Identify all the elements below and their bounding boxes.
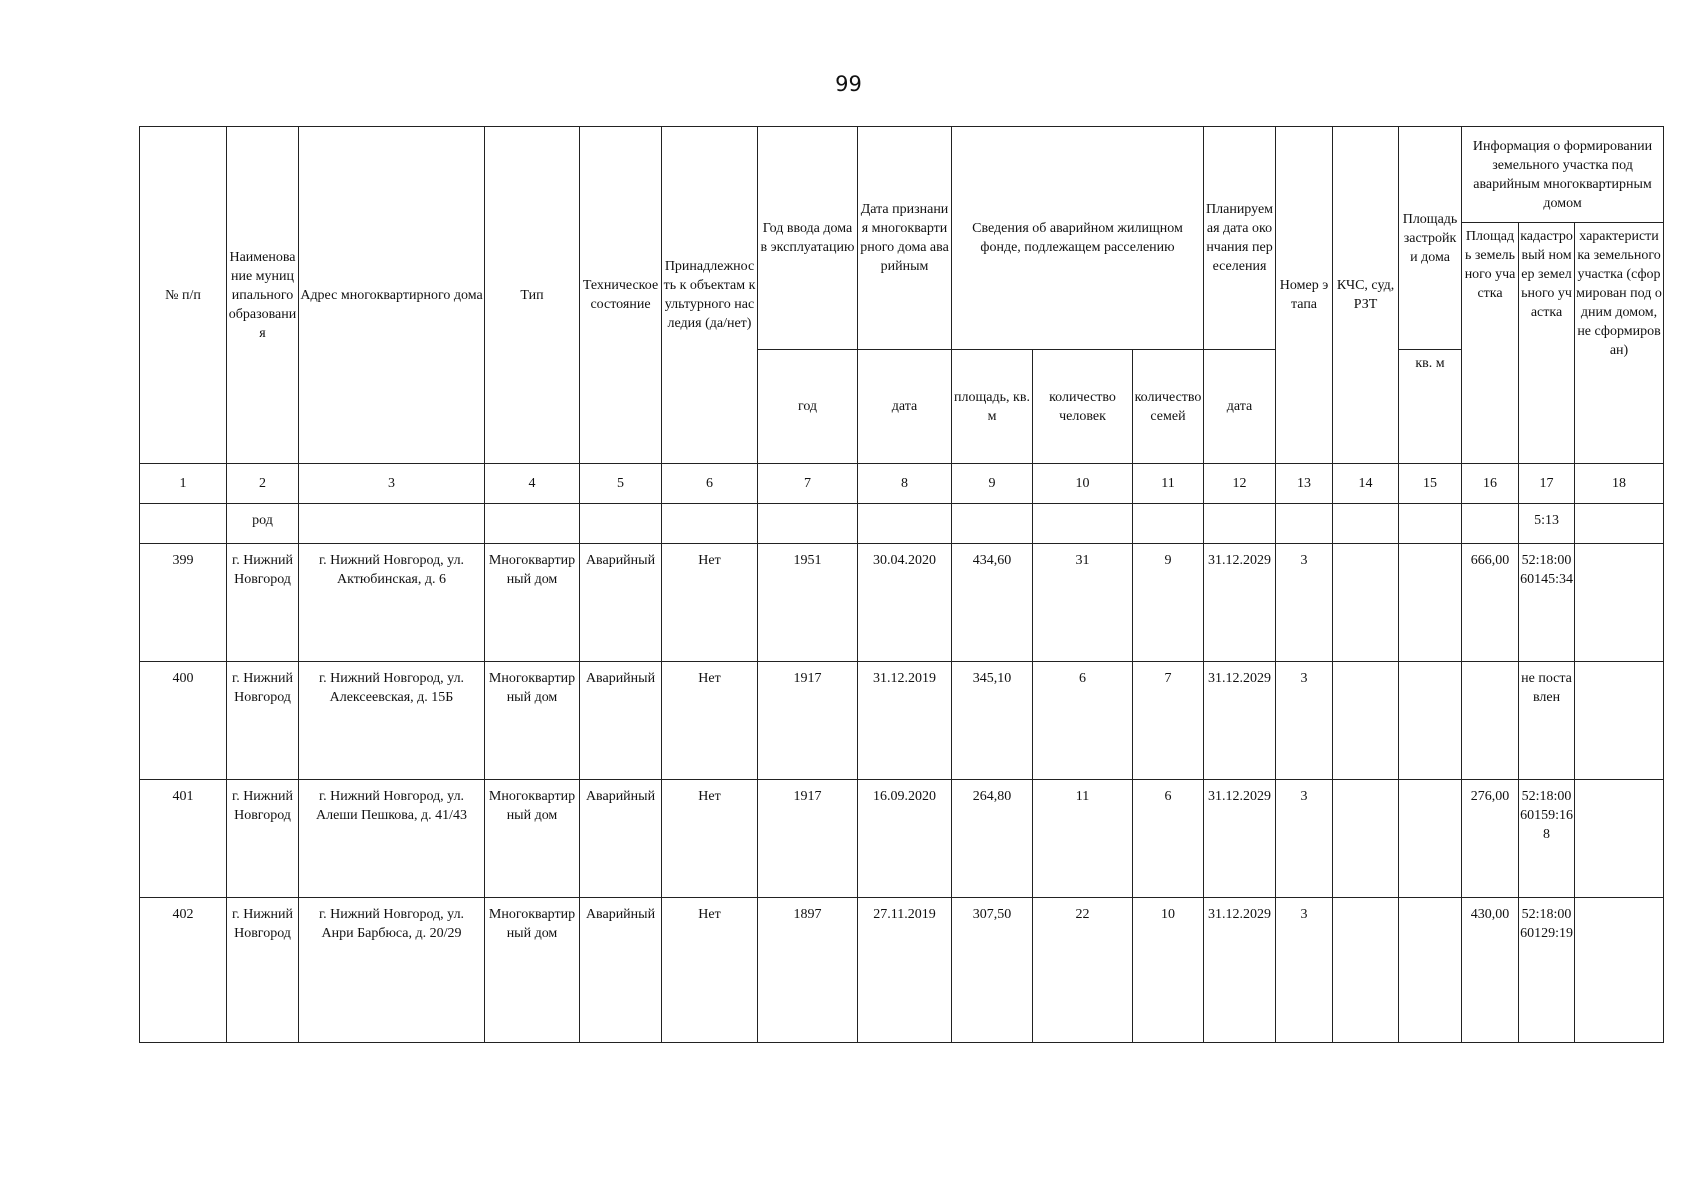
row-planned-date: 31.12.2029: [1204, 662, 1276, 780]
row-land-area: 430,00: [1462, 898, 1519, 1043]
row-build-area: [1399, 662, 1462, 780]
row-stage: 3: [1276, 780, 1333, 898]
column-number: 2: [227, 464, 299, 504]
header-date-recognized: Дата признания многоквартирного дома аварийным: [858, 127, 952, 350]
column-number: 4: [485, 464, 580, 504]
row-people: 6: [1033, 662, 1133, 780]
row-type: Многоквартирный дом: [485, 780, 580, 898]
row-condition: Аварийный: [580, 662, 662, 780]
header-unit-date: дата: [858, 350, 952, 464]
table-row: [140, 898, 1664, 1043]
row-condition: Аварийный: [580, 544, 662, 662]
header-unit-planned-date: дата: [1204, 350, 1276, 464]
header-planned-date: Планируемая дата окончания переселения: [1204, 127, 1276, 350]
row-heritage: Нет: [662, 898, 758, 1043]
row-address: г. Нижний Новгород, ул. Анри Барбюса, д. 20/29: [299, 898, 485, 1043]
table-row: [140, 544, 1664, 662]
page-number: 99: [835, 72, 862, 96]
row-people: 22: [1033, 898, 1133, 1043]
row-heritage: Нет: [662, 544, 758, 662]
row-year: 1897: [758, 898, 858, 1043]
row-families: 9: [1133, 544, 1204, 662]
column-numbers-row: [140, 464, 1664, 504]
header-kchs: КЧС, суд, РЗТ: [1333, 127, 1399, 464]
row-date-recognized: 30.04.2020: [858, 544, 952, 662]
header-cadastral: кадастровый номер земельного участка: [1519, 223, 1575, 464]
row-heritage: Нет: [662, 780, 758, 898]
row-kchs: [1333, 780, 1399, 898]
row-year: 1917: [758, 780, 858, 898]
row-land-char: [1575, 662, 1664, 780]
row-num: 401: [140, 780, 227, 898]
header-build-area: Площадь застройки дома: [1399, 127, 1462, 350]
row-people: 31: [1033, 544, 1133, 662]
row-municipality: г. Нижний Новгород: [227, 780, 299, 898]
row-type: Многоквартирный дом: [485, 662, 580, 780]
row-area: 264,80: [952, 780, 1033, 898]
table-row: [140, 780, 1664, 898]
row-date-recognized: 27.11.2019: [858, 898, 952, 1043]
column-number: 18: [1575, 464, 1664, 504]
header-unit-year: год: [758, 350, 858, 464]
header-condition: Техническое состояние: [580, 127, 662, 464]
continuation-municipality: род: [227, 504, 299, 544]
continuation-row: [140, 504, 1664, 544]
row-municipality: г. Нижний Новгород: [227, 662, 299, 780]
row-municipality: г. Нижний Новгород: [227, 544, 299, 662]
row-stage: 3: [1276, 898, 1333, 1043]
column-number: 1: [140, 464, 227, 504]
header-heritage: Принадлежность к объектам культурного наследия (да/нет): [662, 127, 758, 464]
row-stage: 3: [1276, 662, 1333, 780]
row-area: 307,50: [952, 898, 1033, 1043]
header-land-group: Информация о формировании земельного участка под аварийным многоквартирным домом: [1462, 127, 1664, 223]
header-unit-families: количество семей: [1133, 350, 1204, 464]
row-people: 11: [1033, 780, 1133, 898]
header-municipality: Наименование муниципального образования: [227, 127, 299, 464]
header-type: Тип: [485, 127, 580, 464]
row-address: г. Нижний Новгород, ул. Алеши Пешкова, д. 41/43: [299, 780, 485, 898]
row-num: 400: [140, 662, 227, 780]
row-year: 1951: [758, 544, 858, 662]
column-number: 5: [580, 464, 662, 504]
row-date-recognized: 16.09.2020: [858, 780, 952, 898]
row-num: 402: [140, 898, 227, 1043]
header-housing-group: Сведения об аварийном жилищном фонде, подлежащем расселению: [952, 127, 1204, 350]
column-number: 16: [1462, 464, 1519, 504]
emergency-housing-table: [139, 126, 1664, 1043]
row-land-area: 666,00: [1462, 544, 1519, 662]
row-condition: Аварийный: [580, 898, 662, 1043]
row-heritage: Нет: [662, 662, 758, 780]
header-year: Год ввода дома в эксплуатацию: [758, 127, 858, 350]
row-build-area: [1399, 544, 1462, 662]
row-families: 6: [1133, 780, 1204, 898]
row-type: Многоквартирный дом: [485, 898, 580, 1043]
row-kchs: [1333, 898, 1399, 1043]
row-cadastral: 52:18:0060129:19: [1519, 898, 1575, 1043]
header-address: Адрес многоквартирного дома: [299, 127, 485, 464]
row-cadastral: 52:18:0060145:34: [1519, 544, 1575, 662]
column-number: 3: [299, 464, 485, 504]
row-date-recognized: 31.12.2019: [858, 662, 952, 780]
column-number: 7: [758, 464, 858, 504]
row-year: 1917: [758, 662, 858, 780]
row-planned-date: 31.12.2029: [1204, 898, 1276, 1043]
row-families: 10: [1133, 898, 1204, 1043]
row-planned-date: 31.12.2029: [1204, 544, 1276, 662]
row-land-area: [1462, 662, 1519, 780]
row-build-area: [1399, 898, 1462, 1043]
row-address: г. Нижний Новгород, ул. Алексеевская, д. 15Б: [299, 662, 485, 780]
column-number: 10: [1033, 464, 1133, 504]
row-area: 345,10: [952, 662, 1033, 780]
row-land-char: [1575, 544, 1664, 662]
row-build-area: [1399, 780, 1462, 898]
header-unit-people: количество человек: [1033, 350, 1133, 464]
header-num: № п/п: [140, 127, 227, 464]
column-number: 13: [1276, 464, 1333, 504]
column-number: 12: [1204, 464, 1276, 504]
row-condition: Аварийный: [580, 780, 662, 898]
row-land-char: [1575, 898, 1664, 1043]
column-number: 8: [858, 464, 952, 504]
row-land-char: [1575, 780, 1664, 898]
row-kchs: [1333, 544, 1399, 662]
continuation-cadastral: 5:13: [1519, 504, 1575, 544]
header-land-area: Площадь земельного участка: [1462, 223, 1519, 464]
row-num: 399: [140, 544, 227, 662]
row-land-area: 276,00: [1462, 780, 1519, 898]
header-unit-area: площадь, кв.м: [952, 350, 1033, 464]
column-number: 6: [662, 464, 758, 504]
column-number: 15: [1399, 464, 1462, 504]
row-municipality: г. Нижний Новгород: [227, 898, 299, 1043]
row-area: 434,60: [952, 544, 1033, 662]
row-families: 7: [1133, 662, 1204, 780]
column-number: 9: [952, 464, 1033, 504]
row-stage: 3: [1276, 544, 1333, 662]
row-type: Многоквартирный дом: [485, 544, 580, 662]
column-number: 17: [1519, 464, 1575, 504]
header-unit-build-area: кв. м: [1399, 350, 1462, 464]
row-planned-date: 31.12.2029: [1204, 780, 1276, 898]
header-land-char: характеристика земельного участка (сформирован под одним домом, не сформирован): [1575, 223, 1664, 464]
column-number: 11: [1133, 464, 1204, 504]
table-row: [140, 662, 1664, 780]
row-address: г. Нижний Новгород, ул. Актюбинская, д. 6: [299, 544, 485, 662]
column-number: 14: [1333, 464, 1399, 504]
row-cadastral: не поставлен: [1519, 662, 1575, 780]
header-stage: Номер этапа: [1276, 127, 1333, 464]
row-kchs: [1333, 662, 1399, 780]
row-cadastral: 52:18:0060159:168: [1519, 780, 1575, 898]
